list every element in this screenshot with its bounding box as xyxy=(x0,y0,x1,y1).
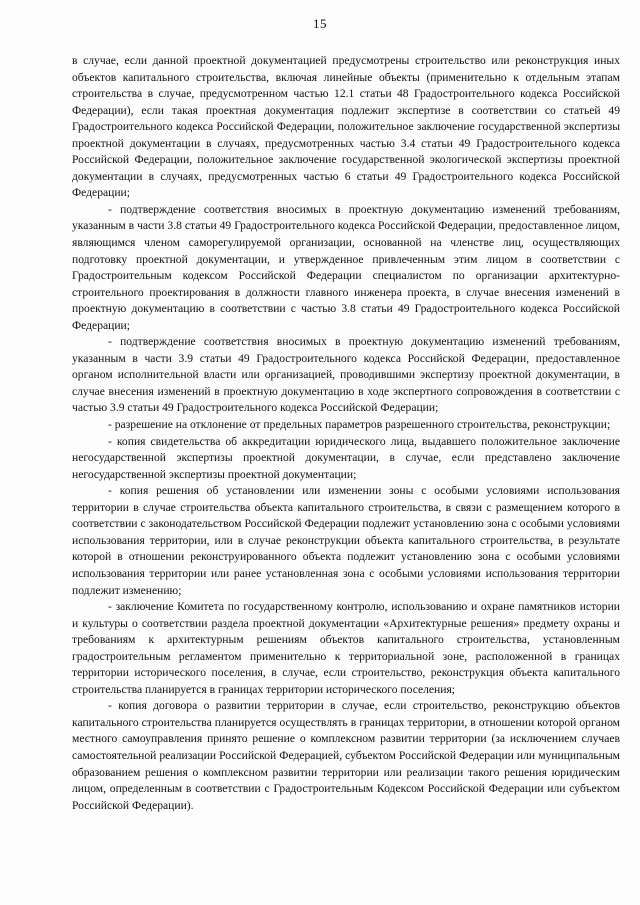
paragraph-territory-development: - копия договора о развитии территории в случае, если строительство, реконструкцию объектов капитального строительства планируется осуществлять в границах территории, в отношении которой органом местного самоуправления принято решение о комплексном развитии территории (за исключением случаев самостоятельной реализации Российской Федерацией, субъектом Российской Федерации или муниципальным образованием решения о комплексном развитии территории или реализации такого решения юридическим лицом, определенным в соответствии с Градостроительным Кодексом Российской Федерации или субъектом Российской Федерации). xyxy=(72,699,620,812)
paragraph-accreditation-copy: - копия свидетельства об аккредитации юридического лица, выдавшего положительное заключение негосударственной экспертизы проектной документации, в случае, если представлено заключение негосударственной экспертизы проектной документации; xyxy=(72,434,620,481)
paragraph-conditions-continuation: в случае, если данной проектной документацией предусмотрены строительство или реконструкция иных объектов капитального строительства, включая линейные объекты (применительно к отдельным этапам строительства в случае, предусмотренном частью 12.1 статьи 48 Градостроительного кодекса Российской Федерации), если такая проектная документация подлежит экспертизе в соответствии со статьей 49 Градостроительного кодекса Российской Федерации, положительное заключение государственной экспертизы проектной документации в случаях, предусмотренных частью 3.4 статьи 49 Градостроительного кодекса Российской Федерации, положительное заключение государственной экологической экспертизы проектной документации в случаях, предусмотренных частью 6 статьи 49 Градостроительного кодекса Российской Федерации; xyxy=(72,54,620,200)
paragraph-confirmation-3-8: - подтверждение соответствия вносимых в проектную документацию изменений требованиям, указанным в части 3.8 статьи 49 Градостроительного кодекса Российской Федерации, предоставленное лицом, являющимся членом саморегулируемой организации, основанной на членстве лиц, осуществляющих подготовку проектной документации, и утвержденное привлеченным этим лицом в соответствии с Градостроительным кодексом Российской Федерации специалистом по организации архитектурно-строительного проектирования в должности главного инженера проекта, в случае внесения изменений в проектную документацию в соответствии с частью 3.8 статьи 49 Градостроительного кодекса Российской Федерации; xyxy=(72,202,620,332)
page-number: 15 xyxy=(313,16,327,31)
paragraph-special-zone-decision: - копия решения об установлении или изменении зоны с особыми условиями использования территории в случае строительства объекта капитального строительства, в связи с размещением которого в соответствии с законодательством Российской Федерации подлежит установлению зона с особыми условиями использования территории, или в случае реконструкции объекта капитального строительства, в результате которой в отношении реконструированного объекта подлежит установлению зона с особыми условиями использования территории или ранее установленная зона с особыми условиями использования территории подлежит изменению; xyxy=(72,484,620,597)
paragraph-confirmation-3-9: - подтверждение соответствия вносимых в проектную документацию изменений требованиям, указанным в части 3.9 статьи 49 Градостроительного кодекса Российской Федерации, предоставленное органом исполнительной власти или организацией, проводившими экспертизу проектной документации, в случае внесения изменений в проектную документацию в ходе экспертного сопровождения в соответствии с частью 3.9 статьи 49 Градостроительного кодекса Российской Федерации; xyxy=(72,335,620,415)
paragraph-deviation-permit: - разрешение на отклонение от предельных параметров разрешенного строительства, реконструкции; xyxy=(108,418,611,432)
paragraph-heritage-committee: - заключение Комитета по государственному контролю, использованию и охране памятников истории и культуры о соответствии раздела проектной документации «Архитектурные решения» предмету охраны и требованиям к архитектурным решениям объектов капитального строительства, установленным градостроительным регламентом применительно к территориальной зоне, расположенной в границах территории исторического поселения, в случае, если строительство, реконструкция объекта капитального строительства планируется в границах территории исторического поселения; xyxy=(72,600,620,696)
document-body xyxy=(72,53,620,814)
